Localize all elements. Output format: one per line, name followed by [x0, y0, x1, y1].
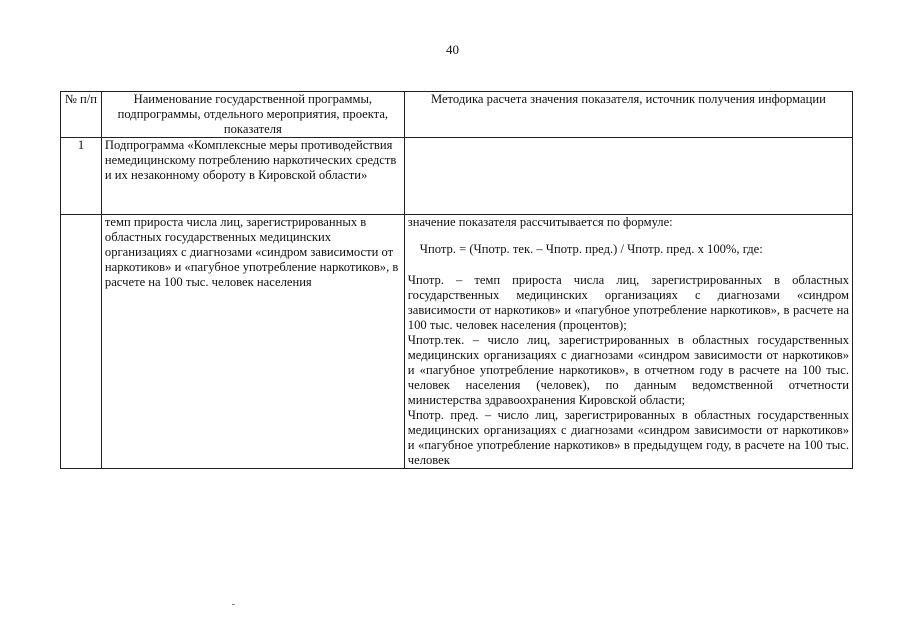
scan-speck [232, 604, 235, 605]
row-number [61, 215, 102, 469]
table-header-row [61, 92, 853, 138]
definition-cpotr-pred: Чпотр. пред. – число лиц, зарегистрированных в областных государственных медицинских организациях с диагнозами «синдром зависимости от наркотиков» и «пагубное употребление наркотиков» в предыдущем году, в расчете на 100 тыс. человек [407, 408, 849, 467]
indicator-method [404, 215, 852, 469]
definition-cpotr-tek: Чпотр.тек. – число лиц, зарегистрированных в областных государственных медицинских организациях с диагнозами «синдром зависимости от наркотиков» и «пагубное употребление наркотиков», в отчетном году в расчете на 100 тыс. человек населения (человек), по данным ведомственной отчетности министерства здравоохранения Кировской области; [407, 333, 849, 407]
table-row [61, 215, 853, 469]
row-number: 1 [61, 138, 102, 215]
indicator-methodology-table [60, 91, 853, 469]
subprogram-name: Подпрограмма «Комплексные меры противодействия немедицинскому потреблению наркотических средств и их незаконному обороту в Кировской области» [101, 138, 404, 215]
indicator-name: темп прироста числа лиц, зарегистрированных в областных государственных медицинских организациях с диагнозами «синдром зависимости от наркотиков» и «пагубное употребление наркотиков», в расчете на 100 тыс. человек населения [101, 215, 404, 469]
table-row [61, 138, 853, 215]
formula: Чпотр. = (Чпотр. тек. – Чпотр. пред.) / Чпотр. пред. х 100%, где: [419, 242, 763, 256]
method-intro: значение показателя рассчитывается по формуле: [407, 215, 673, 229]
header-num: № п/п [61, 92, 102, 138]
page-number: 40 [446, 42, 459, 57]
header-name: Наименование государственной программы, подпрограммы, отдельного мероприятия, проекта, показателя [101, 92, 404, 138]
definition-cpotr: Чпотр. – темп прироста числа лиц, зарегистрированных в областных государственных медицинских организациях с диагнозами «синдром зависимости от наркотиков» и «пагубное употребление наркотиков», в расчете на 100 тыс. человек населения (процентов); [407, 273, 849, 332]
header-method: Методика расчета значения показателя, источник получения информации [404, 92, 852, 138]
subprogram-method [404, 138, 852, 215]
